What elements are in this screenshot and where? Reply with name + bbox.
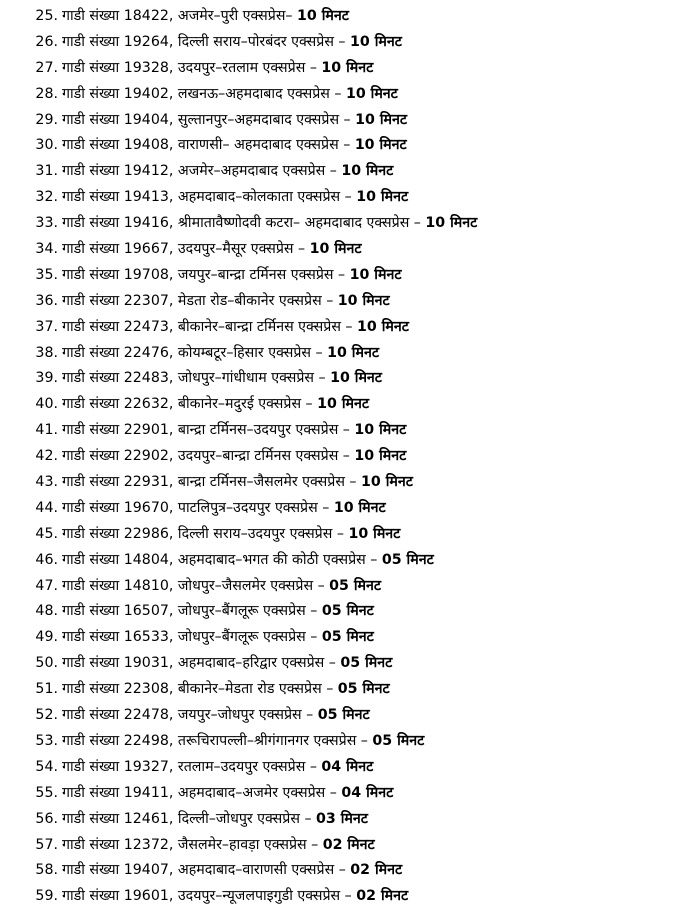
list-item [0, 807, 699, 833]
item-number: 35. [35, 266, 58, 283]
item-number: 50. [35, 655, 58, 672]
item-number: 41. [35, 422, 58, 439]
item-text [62, 263, 402, 289]
list-item [0, 781, 699, 807]
item-text [62, 211, 477, 237]
item-number: 56. [35, 810, 58, 827]
halt-duration: 04 मिनट [321, 758, 374, 775]
train-description: गाडी संख्या 19413, अहमदाबाद–कोलकाता एक्सप्रेस – [62, 189, 357, 206]
halt-duration: 10 मिनट [297, 8, 349, 24]
item-text [62, 418, 406, 444]
list-item [0, 444, 699, 470]
list-item [0, 237, 699, 263]
list-item [0, 341, 699, 367]
item-text [62, 496, 386, 522]
train-description: गाडी संख्या 12372, जैसलमेर–हावड़ा एक्सप्रेस – [62, 836, 323, 853]
item-number: 33. [35, 215, 58, 232]
train-description: गाडी संख्या 19670, पाटलिपुत्र–उदयपुर एक्सप्रेस – [62, 499, 334, 516]
item-number: 45. [35, 525, 58, 542]
item-text [62, 237, 362, 263]
train-description: गाडी संख्या 19402, लखनऊ–अहमदाबाद एक्सप्रेस – [62, 85, 346, 102]
train-description: गाडी संख्या 19708, जयपुर–बान्द्रा टर्मिनस एक्सप्रेस – [62, 266, 350, 283]
list-item [0, 729, 699, 755]
item-number: 25. [35, 8, 58, 24]
list-item [0, 858, 699, 884]
item-text [62, 548, 434, 574]
halt-duration: 10 मिनट [341, 163, 394, 180]
item-number: 47. [35, 577, 58, 594]
list-item [0, 4, 699, 30]
halt-duration: 10 मिनट [330, 370, 382, 387]
item-number: 48. [35, 603, 58, 620]
item-number: 26. [35, 33, 58, 50]
item-number: 55. [35, 784, 58, 801]
halt-duration: 02 मिनट [322, 836, 375, 853]
train-description: गाडी संख्या 22901, बान्द्रा टर्मिनस–उदयपुर एक्सप्रेस – [62, 422, 355, 439]
halt-duration: 05 मिनट [317, 707, 370, 724]
list-item [0, 133, 699, 159]
train-description: गाडी संख्या 19408, वाराणसी– अहमदाबाद एक्सप्रेस – [62, 137, 355, 154]
item-text [62, 185, 408, 211]
list-item [0, 548, 699, 574]
halt-duration: 10 मिनट [337, 292, 390, 309]
list-item [0, 522, 699, 548]
list-item [0, 755, 699, 781]
list-item [0, 392, 699, 418]
halt-duration: 05 मिनट [321, 603, 374, 620]
halt-duration: 10 मिनट [317, 396, 370, 413]
item-number: 51. [35, 681, 58, 698]
train-description: गाडी संख्या 12461, दिल्ली–जोधपुर एक्सप्रेस – [62, 810, 317, 827]
item-number: 37. [35, 318, 58, 335]
item-number: 58. [35, 862, 58, 879]
list-item [0, 108, 699, 134]
halt-duration: 10 मिनट [425, 215, 478, 232]
list-item [0, 470, 699, 496]
halt-duration: 10 मिनट [356, 189, 409, 206]
train-description: गाडी संख्या 22632, बीकानेर–मदुरई एक्सप्रेस – [62, 396, 318, 413]
halt-duration: 03 मिनट [316, 810, 368, 827]
train-description: गाडी संख्या 22307, मेडता रोड–बीकानेर एक्सप्रेस – [62, 292, 338, 309]
item-number: 31. [35, 163, 58, 180]
train-description: गाडी संख्या 14810, जोधपुर–जैसलमेर एक्सप्रेस – [62, 577, 330, 594]
item-text [62, 392, 369, 418]
item-text [62, 574, 381, 600]
list-item [0, 211, 699, 237]
list-item [0, 496, 699, 522]
train-description: गाडी संख्या 22483, जोधपुर–गांधीधाम एक्सप्रेस – [62, 370, 331, 387]
train-description: गाडी संख्या 19407, अहमदाबाद–वाराणसी एक्सप्रेस – [62, 862, 351, 879]
item-number: 36. [35, 292, 58, 309]
list-item [0, 159, 699, 185]
halt-duration: 10 मिनट [327, 344, 379, 361]
train-description: गाडी संख्या 19327, रतलाम–उदयपुर एक्सप्रेस – [62, 758, 322, 775]
item-number: 52. [35, 707, 58, 724]
train-description: गाडी संख्या 19416, श्रीमातावैष्णोदवी कटरा– अहमदाबाद एक्सप्रेस – [62, 215, 426, 232]
list-item [0, 366, 699, 392]
item-number: 30. [35, 137, 58, 154]
train-description: गाडी संख्या 19031, अहमदाबाद–हरिद्वार एक्सप्रेस – [62, 655, 341, 672]
item-text [62, 884, 408, 910]
list-item [0, 82, 699, 108]
train-description: गाडी संख्या 16533, जोधपुर–बैंगलूरू एक्सप्रेस – [62, 629, 322, 646]
list-item [0, 599, 699, 625]
train-description: गाडी संख्या 19411, अहमदाबाद–अजमेर एक्सप्रेस – [62, 784, 342, 801]
item-text [62, 703, 370, 729]
halt-duration: 10 मिनट [355, 111, 408, 128]
item-number: 42. [35, 448, 58, 465]
train-description: गाडी संख्या 22902, उदयपुर–बान्द्रा टर्मिनस एक्सप्रेस – [62, 448, 355, 465]
train-description: गाडी संख्या 19601, उदयपुर–न्यूजलपाइगुडी एक्सप्रेस – [62, 888, 357, 905]
halt-duration: 05 मिनट [381, 551, 434, 568]
halt-duration: 10 मिनट [333, 499, 386, 516]
list-item [0, 315, 699, 341]
list-item [0, 418, 699, 444]
train-description: गाडी संख्या 22476, कोयम्बटूर–हिसार एक्सप्रेस – [62, 344, 328, 361]
list-item [0, 677, 699, 703]
list-item [0, 833, 699, 859]
halt-duration: 10 मिनट [349, 266, 402, 283]
halt-duration: 10 मिनट [309, 241, 362, 258]
list-item [0, 884, 699, 910]
halt-duration: 05 मिनट [329, 577, 382, 594]
halt-duration: 10 मिनट [348, 525, 401, 542]
train-description: गाडी संख्या 22986, दिल्ली सराय–उदयपुर एक्सप्रेस – [62, 525, 349, 542]
item-text [62, 677, 390, 703]
train-description: गाडी संख्या 19264, दिल्ली सराय–पोरबंदर एक्सप्रेस – [62, 33, 351, 50]
item-text [62, 781, 393, 807]
list-item [0, 625, 699, 651]
item-number: 44. [35, 499, 58, 516]
halt-duration: 10 मिनट [345, 85, 398, 102]
list-item [0, 703, 699, 729]
item-number: 27. [35, 59, 58, 76]
halt-duration: 10 मिनट [354, 448, 407, 465]
document-page [0, 4, 699, 910]
train-description: गाडी संख्या 16507, जोधपुर–बैंगलूरू एक्सप्रेस – [62, 603, 322, 620]
item-text [62, 159, 393, 185]
train-description: गाडी संख्या 22308, बीकानेर–मेडता रोड एक्सप्रेस – [62, 681, 338, 698]
train-description: गाडी संख्या 18422, अजमेर–पुरी एक्सप्रेस– [62, 8, 298, 24]
train-description: गाडी संख्या 19412, अजमेर–अहमदाबाद एक्सप्रेस – [62, 163, 342, 180]
item-number: 54. [35, 758, 58, 775]
item-number: 46. [35, 551, 58, 568]
item-number: 28. [35, 85, 58, 102]
halt-duration: 05 मिनट [321, 629, 374, 646]
item-text [62, 56, 373, 82]
item-number: 39. [35, 370, 58, 387]
list-item [0, 56, 699, 82]
item-text [62, 444, 406, 470]
list-item [0, 263, 699, 289]
halt-duration: 10 मिनट [354, 137, 407, 154]
halt-duration: 04 मिनट [341, 784, 394, 801]
halt-duration: 05 मिनट [337, 681, 390, 698]
item-number: 32. [35, 189, 58, 206]
train-description: गाडी संख्या 22478, जयपुर–जोधपुर एक्सप्रेस – [62, 707, 318, 724]
item-text [62, 833, 375, 859]
item-text [62, 341, 379, 367]
train-description: गाडी संख्या 19328, उदयपुर–रतलाम एक्सप्रेस – [62, 59, 322, 76]
halt-duration: 02 मिनट [350, 862, 403, 879]
item-number: 34. [35, 241, 58, 258]
halt-duration: 02 मिनट [356, 888, 409, 905]
list-item [0, 651, 699, 677]
item-text [62, 807, 368, 833]
item-text [62, 133, 407, 159]
item-number: 29. [35, 111, 58, 128]
item-text [62, 30, 402, 56]
item-text [62, 729, 424, 755]
halt-duration: 10 मिनट [361, 474, 413, 491]
list-item [0, 289, 699, 315]
item-text [62, 4, 349, 30]
train-list [0, 4, 699, 910]
item-number: 59. [35, 888, 58, 905]
item-text [62, 366, 382, 392]
item-number: 49. [35, 629, 58, 646]
list-item [0, 574, 699, 600]
item-text [62, 651, 392, 677]
halt-duration: 05 मिनट [340, 655, 393, 672]
list-item [0, 185, 699, 211]
item-text [62, 522, 400, 548]
item-number: 43. [35, 474, 58, 491]
halt-duration: 05 मिनट [372, 732, 425, 749]
train-description: गाडी संख्या 22498, तरूचिरापल्ली–श्रीगंगानगर एक्सप्रेस – [62, 732, 373, 749]
item-text [62, 108, 407, 134]
train-description: गाडी संख्या 22931, बान्द्रा टर्मिनस–जैसलमेर एक्सप्रेस – [62, 474, 362, 491]
train-description: गाडी संख्या 19404, सुल्तानपुर–अहमदाबाद एक्सप्रेस – [62, 111, 356, 128]
item-text [62, 625, 374, 651]
item-text [62, 315, 409, 341]
item-text [62, 289, 390, 315]
train-description: गाडी संख्या 14804, अहमदाबाद–भगत की कोठी एक्सप्रेस – [62, 551, 382, 568]
item-text [62, 599, 374, 625]
item-text [62, 858, 402, 884]
item-number: 53. [35, 732, 58, 749]
item-number: 40. [35, 396, 58, 413]
halt-duration: 10 मिनट [354, 422, 407, 439]
train-description: गाडी संख्या 22473, बीकानेर–बान्द्रा टर्मिनस एक्सप्रेस – [62, 318, 358, 335]
halt-duration: 10 मिनट [350, 33, 402, 50]
item-number: 38. [35, 344, 58, 361]
halt-duration: 10 मिनट [321, 59, 374, 76]
item-text [62, 755, 373, 781]
halt-duration: 10 मिनट [357, 318, 409, 335]
list-item [0, 30, 699, 56]
train-description: गाडी संख्या 19667, उदयपुर–मैसूर एक्सप्रेस – [62, 241, 310, 258]
item-number: 57. [35, 836, 58, 853]
item-text [62, 82, 398, 108]
item-text [62, 470, 413, 496]
